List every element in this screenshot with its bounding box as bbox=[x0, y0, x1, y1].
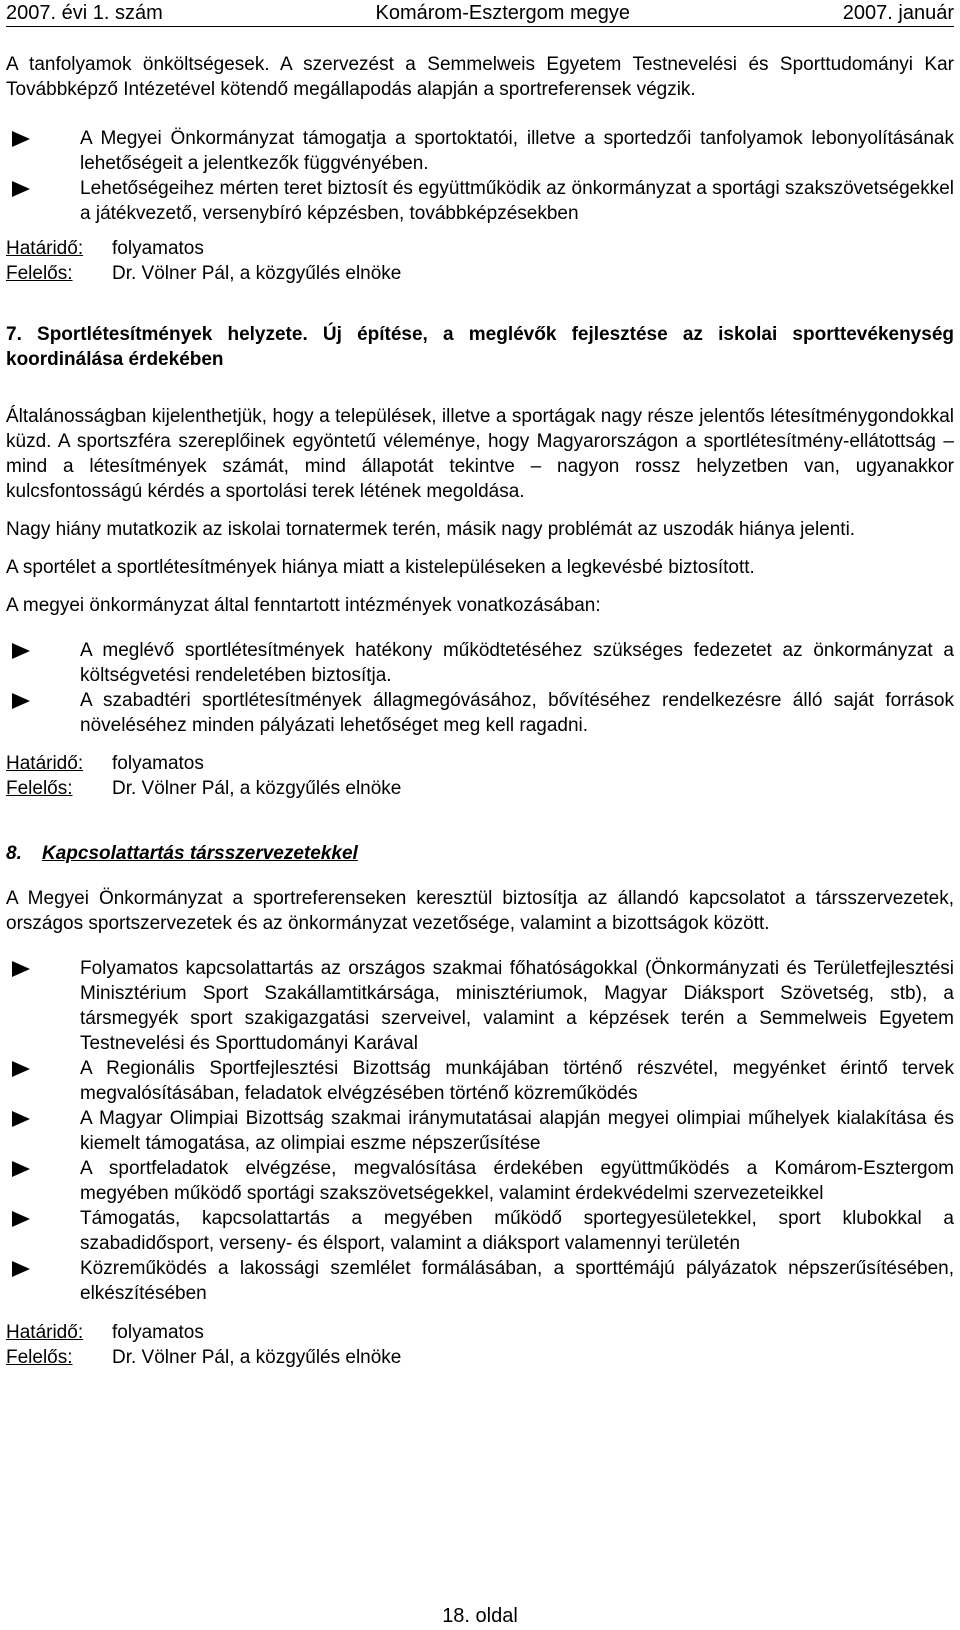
deadline-value: folyamatos bbox=[112, 753, 204, 774]
responsible-row bbox=[6, 776, 954, 801]
responsible-value: Dr. Völner Pál, a közgyűlés elnöke bbox=[112, 263, 402, 284]
arrow-bullet-icon bbox=[12, 181, 30, 197]
arrow-bullet-icon bbox=[12, 693, 30, 709]
arrow-bullet-icon bbox=[12, 643, 30, 659]
section-8-number: 8. bbox=[6, 843, 22, 864]
arrow-bullet-icon bbox=[12, 131, 30, 147]
arrow-bullet-icon bbox=[12, 961, 30, 977]
responsible-value: Dr. Völner Pál, a közgyűlés elnöke bbox=[112, 1347, 402, 1368]
responsible-label: Felelős: bbox=[6, 263, 73, 284]
deadline-label: Határidő: bbox=[6, 1322, 84, 1343]
section-7-heading: 7. Sportlétesítmények helyzete. Új építése, a meglévők fejlesztése az iskolai sporttevékenység koordinálása érdekében bbox=[6, 324, 954, 370]
intro-paragraph: A tanfolyamok önköltségesek. A szervezést a Semmelweis Egyetem Testnevelési és Sporttudományi Kar Továbbképző Intézetével kötendő megállapodás alapján a sportreferensek végzik. bbox=[6, 54, 954, 100]
list-item: Közreműködés a lakossági szemlélet formálásában, a sporttémájú pályázatok népszerűsítésében, elkészítésében bbox=[6, 1256, 954, 1306]
responsible-label: Felelős: bbox=[6, 778, 73, 799]
section-7-paragraph: Nagy hiány mutatkozik az iskolai tornatermek terén, másik nagy problémát az uszodák hiánya jelenti. bbox=[6, 519, 856, 540]
list-item: A szabadtéri sportlétesítmények állagmegóvásához, bővítéséhez rendelkezésre álló saját források növeléséhez minden pályázati lehetőséget meg kell ragadni. bbox=[6, 688, 954, 738]
list-item: Folyamatos kapcsolattartás az országos szakmai főhatóságokkal (Önkormányzati és Területfejlesztési Minisztérium Sport Szakállamtitkársága, minisztériumok, Magyar Diáksport Szövetség, stb), a társmegyék sport szakigazgatási szerveivel, valamint a képzések terén a Semmelweis Egyetem Testnevelési és Sporttudományi Karával bbox=[6, 956, 954, 1056]
header-issue: 2007. évi 1. szám bbox=[6, 1, 163, 24]
header-county: Komárom-Esztergom megye bbox=[375, 1, 631, 24]
list-item: A meglévő sportlétesítmények hatékony működtetéséhez szükséges fedezetet az önkormányzat a költségvetési rendeletében biztosítja. bbox=[6, 638, 954, 688]
deadline-value: folyamatos bbox=[112, 1322, 204, 1343]
arrow-bullet-icon bbox=[12, 1261, 30, 1277]
page-content bbox=[6, 52, 954, 1370]
section-7-paragraph: A megyei önkormányzat által fenntartott intézmények vonatkozásában: bbox=[6, 595, 601, 616]
section-7-paragraph: Általánosságban kijelenthetjük, hogy a települések, illetve a sportágak nagy része jelentős létesítménygondokkal küzd. A sportszféra szereplőinek egyöntetű véleménye, hogy Magyarországon a sportlétesítmény-ellátottság – mind a létesítmények számát, mind állapotát tekintve – nagyon rossz helyzetben van, ugyanakkor kulcsfontosságú kérdés a sportolási terek létének megoldása. bbox=[6, 406, 954, 502]
deadline-row bbox=[6, 1320, 954, 1345]
deadline-row bbox=[6, 236, 954, 261]
deadline-label: Határidő: bbox=[6, 238, 84, 259]
responsible-label: Felelős: bbox=[6, 1347, 73, 1368]
deadline-value: folyamatos bbox=[112, 238, 204, 259]
list-item: A Regionális Sportfejlesztési Bizottság munkájában történő részvétel, megyénket érintő tervek megvalósításában, feladatok elvégzésében történő közreműködés bbox=[6, 1056, 954, 1106]
arrow-bullet-icon bbox=[12, 1211, 30, 1227]
list-item: Lehetőségeihez mérten teret biztosít és együttműködik az önkormányzat a sportági szakszövetségekkel a játékvezető, versenybíró képzésben, továbbképzésekben bbox=[6, 176, 954, 226]
responsible-row bbox=[6, 1345, 954, 1370]
section-8-paragraph: A Megyei Önkormányzat a sportreferenseken keresztül biztosítja az állandó kapcsolatot a társszervezetek, országos sportszervezetek és az önkormányzat vezetősége, valamint a bizottságok között. bbox=[6, 888, 954, 934]
section-7-paragraph: A sportélet a sportlétesítmények hiánya miatt a kistelepüléseken a legkevésbé biztosított. bbox=[6, 557, 755, 578]
section-8-title: Kapcsolattartás társszervezetekkel bbox=[42, 843, 358, 864]
deadline-row bbox=[6, 751, 954, 776]
page-number: 18. oldal bbox=[442, 1605, 518, 1627]
list-item: A Megyei Önkormányzat támogatja a sportoktatói, illetve a sportedzői tanfolyamok lebonyolításának lehetőségeit a jelentkezők függvényében. bbox=[6, 126, 954, 176]
responsible-value: Dr. Völner Pál, a közgyűlés elnöke bbox=[112, 778, 402, 799]
header-date: 2007. január bbox=[842, 1, 954, 24]
deadline-label: Határidő: bbox=[6, 753, 84, 774]
responsible-row bbox=[6, 261, 954, 286]
arrow-bullet-icon bbox=[12, 1161, 30, 1177]
page-header bbox=[6, 0, 954, 27]
arrow-bullet-icon bbox=[12, 1061, 30, 1077]
arrow-bullet-icon bbox=[12, 1111, 30, 1127]
list-item: A Magyar Olimpiai Bizottság szakmai iránymutatásai alapján megyei olimpiai műhelyek kialakítása és kiemelt támogatása, az olimpiai eszme népszerűsítése bbox=[6, 1106, 954, 1156]
section-8-heading bbox=[6, 841, 954, 866]
list-item: A sportfeladatok elvégzése, megvalósítása érdekében együttműködés a Komárom-Esztergom megyében működő sportági szakszövetségekkel, valamint érdekvédelmi szervezeteikkel bbox=[6, 1156, 954, 1206]
list-item: Támogatás, kapcsolattartás a megyében működő sportegyesületekkel, sport klubokkal a szabadidősport, verseny- és élsport, valamint a diáksport valamennyi területén bbox=[6, 1206, 954, 1256]
